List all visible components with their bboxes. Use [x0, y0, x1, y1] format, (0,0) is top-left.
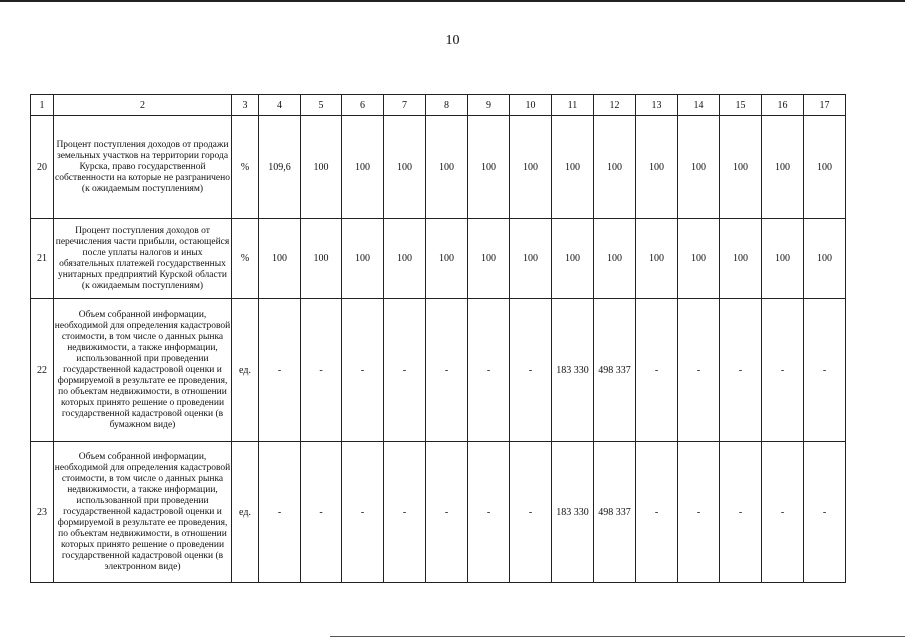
header-cell: 5	[301, 95, 342, 116]
value-cell: 498 337	[594, 299, 636, 442]
row-description: Процент поступления доходов от продажи земельных участков на территории города Курска, право государственной собственности на которые не разграничено (к ожидаемым поступлениям)	[54, 116, 232, 219]
value-cell: -	[426, 299, 468, 442]
header-cell: 12	[594, 95, 636, 116]
row-unit: %	[232, 116, 259, 219]
value-cell: -	[301, 299, 342, 442]
header-cell: 17	[804, 95, 846, 116]
value-cell: -	[636, 299, 678, 442]
value-cell: -	[804, 299, 846, 442]
table-row	[31, 116, 846, 219]
value-cell: 183 330	[552, 442, 594, 583]
row-number: 21	[31, 219, 54, 299]
value-cell: 100	[762, 219, 804, 299]
value-cell: 498 337	[594, 442, 636, 583]
header-cell: 2	[54, 95, 232, 116]
value-cell: 100	[678, 116, 720, 219]
value-cell: -	[636, 442, 678, 583]
row-unit: %	[232, 219, 259, 299]
value-cell: -	[468, 442, 510, 583]
value-cell: 100	[636, 116, 678, 219]
header-cell: 1	[31, 95, 54, 116]
value-cell: 100	[678, 219, 720, 299]
table-row	[31, 299, 846, 442]
header-cell: 8	[426, 95, 468, 116]
value-cell: 100	[468, 219, 510, 299]
value-cell: -	[762, 299, 804, 442]
value-cell: 100	[636, 219, 678, 299]
row-number: 23	[31, 442, 54, 583]
value-cell: 100	[762, 116, 804, 219]
table-header-row	[31, 95, 846, 116]
header-cell: 11	[552, 95, 594, 116]
value-cell: 100	[720, 116, 762, 219]
value-cell: 100	[426, 219, 468, 299]
header-cell: 6	[342, 95, 384, 116]
value-cell: 100	[301, 116, 342, 219]
value-cell: 100	[384, 219, 426, 299]
value-cell: 100	[804, 116, 846, 219]
value-cell: 100	[426, 116, 468, 219]
value-cell: -	[510, 299, 552, 442]
page-number: 10	[445, 33, 460, 48]
value-cell: 100	[301, 219, 342, 299]
value-cell: 100	[804, 219, 846, 299]
value-cell: 100	[594, 219, 636, 299]
header-cell: 4	[259, 95, 301, 116]
header-cell: 3	[232, 95, 259, 116]
value-cell: -	[678, 442, 720, 583]
value-cell: 109,6	[259, 116, 301, 219]
scan-edge-bottom	[330, 636, 905, 637]
value-cell: -	[510, 442, 552, 583]
value-cell: -	[259, 299, 301, 442]
row-description: Объем собранной информации, необходимой для определения кадастровой стоимости, в том числе о данных рынка недвижимости, а также информации, использованной при проведении государственной кадастровой оценки и формируемой в результате ее проведения, по объектам недвижимости, в отношении которых принято решение о проведении государственной кадастровой оценки (в бумажном виде)	[54, 299, 232, 442]
header-cell: 9	[468, 95, 510, 116]
value-cell: 100	[342, 116, 384, 219]
value-cell: 100	[552, 219, 594, 299]
indicators-table	[30, 94, 846, 583]
value-cell: -	[384, 442, 426, 583]
value-cell: -	[804, 442, 846, 583]
value-cell: 100	[594, 116, 636, 219]
value-cell: -	[720, 299, 762, 442]
row-number: 22	[31, 299, 54, 442]
table-row	[31, 219, 846, 299]
scan-edge-top	[0, 0, 905, 2]
value-cell: 100	[720, 219, 762, 299]
value-cell: 100	[510, 219, 552, 299]
value-cell: 183 330	[552, 299, 594, 442]
row-unit: ед.	[232, 299, 259, 442]
value-cell: 100	[384, 116, 426, 219]
value-cell: -	[720, 442, 762, 583]
value-cell: -	[468, 299, 510, 442]
value-cell: -	[342, 442, 384, 583]
row-description: Процент поступления доходов от перечисления части прибыли, остающейся после уплаты налогов и иных обязательных платежей государственных унитарных предприятий Курской области (к ожидаемым поступлениям)	[54, 219, 232, 299]
value-cell: -	[342, 299, 384, 442]
value-cell: -	[762, 442, 804, 583]
value-cell: -	[426, 442, 468, 583]
value-cell: -	[301, 442, 342, 583]
header-cell: 10	[510, 95, 552, 116]
value-cell: -	[259, 442, 301, 583]
value-cell: 100	[510, 116, 552, 219]
row-number: 20	[31, 116, 54, 219]
value-cell: -	[678, 299, 720, 442]
value-cell: 100	[259, 219, 301, 299]
header-cell: 15	[720, 95, 762, 116]
row-unit: ед.	[232, 442, 259, 583]
header-cell: 14	[678, 95, 720, 116]
table-row	[31, 442, 846, 583]
value-cell: 100	[552, 116, 594, 219]
header-cell: 13	[636, 95, 678, 116]
value-cell: -	[384, 299, 426, 442]
header-cell: 7	[384, 95, 426, 116]
value-cell: 100	[342, 219, 384, 299]
value-cell: 100	[468, 116, 510, 219]
row-description: Объем собранной информации, необходимой для определения кадастровой стоимости, в том числе о данных рынка недвижимости, а также информации, использованной при проведении государственной кадастровой оценки и формируемой в результате ее проведения, по объектам недвижимости, в отношении которых принято решение о проведении государственной кадастровой оценки (в электронном виде)	[54, 442, 232, 583]
header-cell: 16	[762, 95, 804, 116]
